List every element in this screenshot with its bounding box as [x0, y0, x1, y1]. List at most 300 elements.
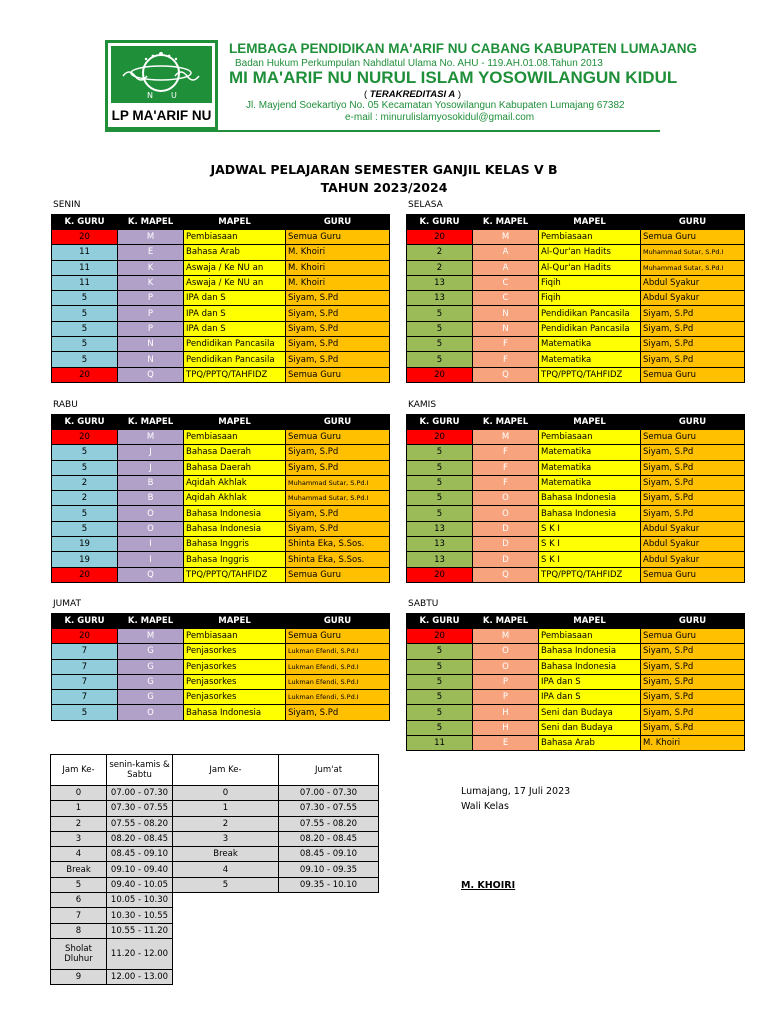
table-row — [52, 629, 390, 644]
table-row — [407, 690, 745, 705]
teacher-cell: Siyam, S.Pd — [641, 705, 745, 720]
teacher-code-cell: 20 — [52, 367, 118, 382]
subject-code-cell: M — [473, 629, 539, 644]
table-row — [407, 445, 745, 460]
table-row — [407, 306, 745, 321]
subject-cell: Al-Qur'an Hadits — [539, 260, 641, 275]
teacher-cell: Siyam, S.Pd — [286, 306, 390, 321]
column-header: K. MAPEL — [473, 415, 539, 430]
subject-cell: Aswaja / Ke NU an — [184, 275, 286, 290]
subject-code-cell: G — [118, 690, 184, 705]
teacher-code-cell: 11 — [52, 275, 118, 290]
column-header: K. GURU — [407, 415, 473, 430]
time-range-cell: 07.00 - 07.30 — [279, 786, 379, 801]
table-row — [52, 352, 390, 367]
subject-cell: Bahasa Daerah — [184, 460, 286, 475]
table-row — [52, 291, 390, 306]
schedule-table — [51, 414, 390, 583]
table-row — [52, 337, 390, 352]
teacher-code-cell: 19 — [52, 537, 118, 552]
time-range-cell: 10.55 - 11.20 — [107, 923, 173, 938]
teacher-cell: Muhammad Sutar, S.Pd.I — [641, 245, 745, 260]
teacher-code-cell: 11 — [52, 245, 118, 260]
period-cell: 4 — [173, 862, 279, 877]
table-row — [407, 291, 745, 306]
subject-code-cell: H — [473, 705, 539, 720]
teacher-code-cell: 5 — [407, 506, 473, 521]
subject-cell: Bahasa Indonesia — [539, 506, 641, 521]
table-row — [52, 491, 390, 506]
time-range-cell: 09.35 - 10.10 — [279, 877, 379, 892]
subject-cell: Penjasorkes — [184, 690, 286, 705]
subject-cell: Penjasorkes — [184, 644, 286, 659]
svg-text:N: N — [147, 91, 153, 100]
signature-place-date: Lumajang, 17 Juli 2023 — [461, 786, 571, 797]
table-header-row — [407, 415, 745, 430]
column-header: K. MAPEL — [473, 614, 539, 629]
subject-cell: TPQ/PPTQ/TAHFIDZ — [184, 367, 286, 382]
subject-cell: Penjasorkes — [184, 659, 286, 674]
schedule-table — [51, 613, 390, 721]
subject-cell: Pendidikan Pancasila — [539, 306, 641, 321]
teacher-code-cell: 5 — [52, 291, 118, 306]
teacher-cell: Semua Guru — [286, 430, 390, 445]
teacher-cell: Siyam, S.Pd — [641, 690, 745, 705]
subject-cell: TPQ/PPTQ/TAHFIDZ — [184, 567, 286, 582]
table-row — [52, 705, 390, 720]
subject-cell: IPA dan S — [184, 291, 286, 306]
subject-cell: Bahasa Inggris — [184, 552, 286, 567]
teacher-cell: Semua Guru — [641, 567, 745, 582]
teacher-cell: Semua Guru — [286, 230, 390, 245]
period-cell: 4 — [51, 847, 107, 862]
time-range-cell: 11.20 - 12.00 — [107, 938, 173, 969]
column-header: K. MAPEL — [118, 614, 184, 629]
time-range-cell: 10.30 - 10.55 — [107, 908, 173, 923]
period-cell: 0 — [173, 786, 279, 801]
column-header: K. MAPEL — [473, 215, 539, 230]
teacher-code-cell: 13 — [407, 552, 473, 567]
teacher-cell: Siyam, S.Pd — [286, 521, 390, 536]
subject-code-cell: D — [473, 521, 539, 536]
subject-code-cell: A — [473, 245, 539, 260]
teacher-code-cell: 5 — [407, 720, 473, 735]
time-row — [51, 938, 379, 969]
table-row — [407, 275, 745, 290]
time-range-cell: 09.10 - 09.35 — [279, 862, 379, 877]
subject-cell: Pembiasaan — [539, 430, 641, 445]
subject-code-cell: C — [473, 291, 539, 306]
subject-cell: IPA dan S — [184, 306, 286, 321]
teacher-code-cell: 5 — [407, 491, 473, 506]
subject-code-cell: A — [473, 260, 539, 275]
teacher-cell: Siyam, S.Pd — [641, 352, 745, 367]
time-range-cell: 07.55 - 08.20 — [107, 816, 173, 831]
schedule-table — [406, 214, 745, 383]
table-row — [407, 537, 745, 552]
time-row — [51, 893, 379, 908]
teacher-code-cell: 2 — [52, 475, 118, 490]
subject-code-cell: K — [118, 260, 184, 275]
subject-cell: Pembiasaan — [539, 230, 641, 245]
teacher-cell: Siyam, S.Pd — [641, 720, 745, 735]
schedule-table — [406, 414, 745, 583]
time-row — [51, 969, 379, 984]
subject-cell: Bahasa Indonesia — [539, 644, 641, 659]
teacher-cell: M. Khoiri — [286, 260, 390, 275]
period-cell: Break — [51, 862, 107, 877]
table-row — [52, 552, 390, 567]
time-row — [51, 786, 379, 801]
teacher-cell: Siyam, S.Pd — [641, 460, 745, 475]
subject-code-cell: M — [118, 430, 184, 445]
teacher-code-cell: 20 — [407, 629, 473, 644]
subject-code-cell: M — [118, 629, 184, 644]
subject-cell: S K I — [539, 521, 641, 536]
table-row — [52, 245, 390, 260]
time-row — [51, 862, 379, 877]
table-row — [52, 537, 390, 552]
table-row — [407, 337, 745, 352]
subject-cell: IPA dan S — [184, 321, 286, 336]
subject-code-cell: C — [473, 275, 539, 290]
table-row — [407, 736, 745, 751]
subject-code-cell: F — [473, 445, 539, 460]
teacher-cell: Lukman Efendi, S.Pd.I — [286, 674, 390, 689]
time-col-header: Jum'at — [279, 755, 379, 786]
teacher-code-cell: 5 — [52, 352, 118, 367]
teacher-cell: Abdul Syakur — [641, 552, 745, 567]
time-table — [50, 754, 379, 985]
time-col-header: Jam Ke- — [51, 755, 107, 786]
table-row — [407, 430, 745, 445]
teacher-code-cell: 5 — [407, 674, 473, 689]
subject-code-cell: M — [118, 230, 184, 245]
period-cell: 7 — [51, 908, 107, 923]
subject-code-cell: J — [118, 460, 184, 475]
subject-code-cell: Q — [118, 567, 184, 582]
subject-code-cell: D — [473, 552, 539, 567]
teacher-cell: Siyam, S.Pd — [641, 337, 745, 352]
teacher-code-cell: 5 — [407, 705, 473, 720]
teacher-code-cell: 5 — [407, 352, 473, 367]
legal-basis: Badan Hukum Perkumpulan Nahdlatul Ulama No. AHU - 119.AH.01.08.Tahun 2013 — [235, 58, 603, 69]
lp-maarif-nu-logo — [105, 40, 218, 130]
subject-cell: Bahasa Arab — [539, 736, 641, 751]
teacher-code-cell: 20 — [52, 629, 118, 644]
signature-name: M. KHOIRI — [461, 880, 516, 891]
table-row — [407, 245, 745, 260]
teacher-code-cell: 13 — [407, 275, 473, 290]
subject-code-cell: G — [118, 674, 184, 689]
table-row — [52, 321, 390, 336]
subject-cell: Bahasa Inggris — [184, 537, 286, 552]
period-cell: 2 — [173, 816, 279, 831]
table-row — [407, 352, 745, 367]
subject-cell: Bahasa Arab — [184, 245, 286, 260]
time-range-cell: 09.40 - 10.05 — [107, 877, 173, 892]
subject-code-cell: Q — [473, 567, 539, 582]
subject-code-cell: P — [118, 291, 184, 306]
subject-cell: Matematika — [539, 460, 641, 475]
subject-code-cell: G — [118, 644, 184, 659]
period-cell: 1 — [173, 801, 279, 816]
column-header: GURU — [641, 215, 745, 230]
schedule-table — [406, 613, 745, 751]
teacher-code-cell: 13 — [407, 521, 473, 536]
teacher-cell: Abdul Syakur — [641, 291, 745, 306]
subject-code-cell: J — [118, 445, 184, 460]
table-row — [52, 690, 390, 705]
subject-cell: IPA dan S — [539, 690, 641, 705]
subject-code-cell: G — [118, 659, 184, 674]
teacher-cell: Siyam, S.Pd — [286, 445, 390, 460]
subject-cell: Seni dan Budaya — [539, 705, 641, 720]
subject-cell: Bahasa Indonesia — [184, 705, 286, 720]
table-row — [407, 567, 745, 582]
teacher-cell: Siyam, S.Pd — [286, 460, 390, 475]
teacher-cell: Muhammad Sutar, S.Pd.I — [286, 475, 390, 490]
column-header: GURU — [286, 215, 390, 230]
table-header-row — [52, 415, 390, 430]
teacher-cell: Siyam, S.Pd — [286, 705, 390, 720]
header-rule — [105, 130, 660, 132]
period-cell: 1 — [51, 801, 107, 816]
subject-code-cell: M — [473, 430, 539, 445]
time-table-body — [51, 786, 379, 985]
table-row — [52, 367, 390, 382]
day-label: SELASA — [408, 200, 443, 210]
time-range-cell: 08.20 - 08.45 — [279, 831, 379, 846]
time-col-header: senin-kamis & Sabtu — [107, 755, 173, 786]
teacher-cell: Semua Guru — [641, 629, 745, 644]
period-cell: Sholat Dluhur — [51, 938, 107, 969]
subject-cell: Al-Qur'an Hadits — [539, 245, 641, 260]
time-row — [51, 801, 379, 816]
teacher-code-cell: 20 — [52, 230, 118, 245]
subject-code-cell: I — [118, 537, 184, 552]
table-header-row — [52, 614, 390, 629]
subject-cell: Matematika — [539, 475, 641, 490]
table-header-row — [407, 614, 745, 629]
teacher-cell: M. Khoiri — [286, 245, 390, 260]
subject-code-cell: F — [473, 352, 539, 367]
teacher-cell: Semua Guru — [641, 430, 745, 445]
subject-code-cell: P — [118, 306, 184, 321]
table-row — [407, 644, 745, 659]
page-title: JADWAL PELAJARAN SEMESTER GANJIL KELAS V B — [210, 162, 558, 177]
time-row — [51, 908, 379, 923]
period-cell: 0 — [51, 786, 107, 801]
teacher-code-cell: 20 — [52, 567, 118, 582]
table-row — [407, 475, 745, 490]
teacher-cell: Semua Guru — [286, 567, 390, 582]
table-row — [407, 367, 745, 382]
table-row — [52, 567, 390, 582]
subject-code-cell: H — [473, 720, 539, 735]
teacher-code-cell: 2 — [52, 491, 118, 506]
table-row — [52, 475, 390, 490]
teacher-code-cell: 5 — [407, 690, 473, 705]
teacher-code-cell: 5 — [52, 445, 118, 460]
subject-cell: Pendidikan Pancasila — [184, 337, 286, 352]
teacher-cell: Siyam, S.Pd — [641, 674, 745, 689]
subject-cell: Pendidikan Pancasila — [184, 352, 286, 367]
subject-cell: Aswaja / Ke NU an — [184, 260, 286, 275]
teacher-cell: Abdul Syakur — [641, 537, 745, 552]
teacher-code-cell: 20 — [407, 567, 473, 582]
column-header: K. MAPEL — [118, 215, 184, 230]
table-row — [407, 321, 745, 336]
teacher-code-cell: 7 — [52, 644, 118, 659]
column-header: GURU — [286, 614, 390, 629]
day-label: SABTU — [408, 599, 439, 609]
teacher-code-cell: 7 — [52, 659, 118, 674]
subject-cell: TPQ/PPTQ/TAHFIDZ — [539, 567, 641, 582]
teacher-code-cell: 13 — [407, 537, 473, 552]
teacher-code-cell: 20 — [407, 430, 473, 445]
time-range-cell: 08.45 - 09.10 — [107, 847, 173, 862]
teacher-code-cell: 5 — [52, 460, 118, 475]
subject-cell: Pembiasaan — [539, 629, 641, 644]
teacher-cell: Shinta Eka, S.Sos. — [286, 537, 390, 552]
subject-code-cell: Q — [118, 367, 184, 382]
column-header: GURU — [641, 614, 745, 629]
subject-cell: Penjasorkes — [184, 674, 286, 689]
subject-code-cell: P — [473, 674, 539, 689]
teacher-code-cell: 5 — [52, 521, 118, 536]
subject-code-cell: K — [118, 275, 184, 290]
column-header: K. GURU — [407, 215, 473, 230]
subject-cell: Matematika — [539, 337, 641, 352]
column-header: K. GURU — [52, 215, 118, 230]
subject-code-cell: N — [118, 352, 184, 367]
subject-cell: Aqidah Akhlak — [184, 475, 286, 490]
subject-code-cell: O — [473, 659, 539, 674]
accreditation-text: TERAKREDITASI A — [369, 89, 456, 100]
teacher-code-cell: 5 — [52, 705, 118, 720]
subject-cell: Pendidikan Pancasila — [539, 321, 641, 336]
time-row — [51, 816, 379, 831]
subject-cell: Aqidah Akhlak — [184, 491, 286, 506]
teacher-code-cell: 2 — [407, 245, 473, 260]
table-row — [52, 260, 390, 275]
teacher-cell: Muhammad Sutar, S.Pd.I — [641, 260, 745, 275]
period-cell: 5 — [51, 877, 107, 892]
subject-code-cell: O — [473, 491, 539, 506]
teacher-code-cell: 20 — [407, 230, 473, 245]
table-row — [52, 644, 390, 659]
subject-code-cell: Q — [473, 367, 539, 382]
schedule-table — [51, 214, 390, 383]
logo-text: LP MA'ARIF NU — [111, 108, 212, 123]
teacher-cell: Abdul Syakur — [641, 521, 745, 536]
teacher-cell: Siyam, S.Pd — [286, 321, 390, 336]
day-label: KAMIS — [408, 400, 437, 410]
time-range-cell: 07.00 - 07.30 — [107, 786, 173, 801]
subject-cell: Bahasa Indonesia — [184, 506, 286, 521]
time-range-cell: 09.10 - 09.40 — [107, 862, 173, 877]
teacher-cell: M. Khoiri — [286, 275, 390, 290]
teacher-code-cell: 5 — [407, 321, 473, 336]
time-range-cell: 08.20 - 08.45 — [107, 831, 173, 846]
subject-cell: IPA dan S — [539, 674, 641, 689]
column-header: GURU — [641, 415, 745, 430]
day-label: SENIN — [53, 200, 81, 210]
teacher-cell: Siyam, S.Pd — [286, 352, 390, 367]
time-range-cell: 07.30 - 07.55 — [279, 801, 379, 816]
subject-cell: Matematika — [539, 445, 641, 460]
time-table-header — [51, 755, 379, 786]
time-row — [51, 923, 379, 938]
table-header-row — [407, 215, 745, 230]
table-row — [52, 506, 390, 521]
teacher-cell: Semua Guru — [641, 230, 745, 245]
subject-code-cell: N — [473, 306, 539, 321]
email: e-mail : minurulislamyosokidul@gmail.com — [345, 112, 535, 123]
accreditation: ( TERAKREDITASI A ) — [363, 89, 462, 100]
teacher-cell: Siyam, S.Pd — [286, 291, 390, 306]
letterhead — [105, 38, 697, 133]
teacher-cell: Semua Guru — [286, 367, 390, 382]
subject-cell: Fiqih — [539, 291, 641, 306]
teacher-cell: Siyam, S.Pd — [641, 644, 745, 659]
column-header: MAPEL — [184, 415, 286, 430]
subject-code-cell: M — [473, 230, 539, 245]
time-range-cell: 10.05 - 10.30 — [107, 893, 173, 908]
teacher-cell: Siyam, S.Pd — [641, 475, 745, 490]
teacher-cell: Siyam, S.Pd — [641, 491, 745, 506]
day-label: JUMAT — [53, 599, 81, 609]
subject-code-cell: O — [118, 521, 184, 536]
teacher-code-cell: 11 — [407, 736, 473, 751]
subject-code-cell: B — [118, 491, 184, 506]
school-name: MI MA'ARIF NU NURUL ISLAM YOSOWILANGUN KIDUL — [229, 68, 678, 87]
subject-cell: Bahasa Daerah — [184, 445, 286, 460]
subject-cell: Matematika — [539, 352, 641, 367]
teacher-code-cell: 5 — [52, 337, 118, 352]
table-row — [407, 460, 745, 475]
teacher-cell: Abdul Syakur — [641, 275, 745, 290]
table-row — [407, 521, 745, 536]
subject-code-cell: O — [473, 506, 539, 521]
subject-cell: S K I — [539, 552, 641, 567]
teacher-cell: Shinta Eka, S.Sos. — [286, 552, 390, 567]
subject-code-cell: N — [473, 321, 539, 336]
subject-cell: TPQ/PPTQ/TAHFIDZ — [539, 367, 641, 382]
day-label: RABU — [53, 400, 78, 410]
teacher-cell: Lukman Efendi, S.Pd.I — [286, 690, 390, 705]
teacher-cell: Muhammad Sutar, S.Pd.I — [286, 491, 390, 506]
teacher-cell: Siyam, S.Pd — [641, 445, 745, 460]
table-row — [52, 306, 390, 321]
table-row — [407, 230, 745, 245]
column-header: K. GURU — [52, 415, 118, 430]
table-row — [52, 659, 390, 674]
period-cell: 6 — [51, 893, 107, 908]
subject-code-cell: E — [473, 736, 539, 751]
org-name: LEMBAGA PENDIDIKAN MA'ARIF NU CABANG KABUPATEN LUMAJANG — [229, 41, 697, 56]
subject-code-cell: F — [473, 475, 539, 490]
teacher-code-cell: 5 — [52, 306, 118, 321]
time-col-header: Jam Ke- — [173, 755, 279, 786]
subject-cell: Pembiasaan — [184, 629, 286, 644]
page-subtitle: TAHUN 2023/2024 — [320, 180, 448, 195]
teacher-code-cell: 5 — [407, 475, 473, 490]
period-cell: 2 — [51, 816, 107, 831]
subject-code-cell: F — [473, 337, 539, 352]
teacher-code-cell: 7 — [52, 690, 118, 705]
